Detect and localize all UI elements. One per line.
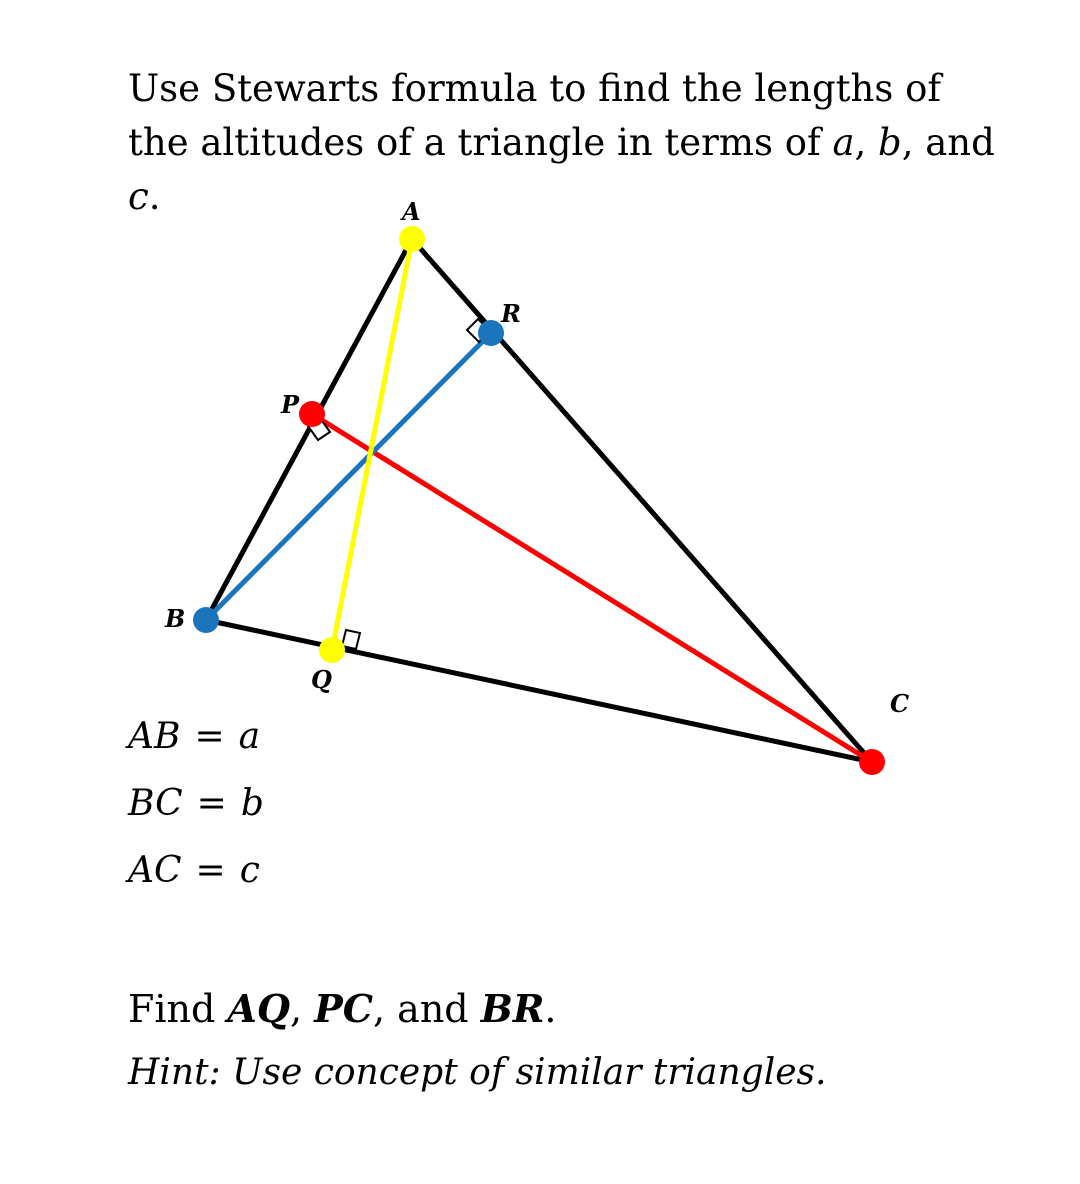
equation-lhs: AB [128, 716, 181, 757]
question-text [128, 986, 557, 1031]
side-ab [206, 239, 412, 620]
label-c: C [890, 689, 910, 718]
right-angle-marker-q [342, 630, 360, 649]
question-separator: , [290, 987, 315, 1031]
side-ac [412, 239, 872, 762]
equals-sign: = [196, 783, 227, 824]
equation-ac [128, 850, 260, 891]
question-separator: , and [373, 987, 481, 1031]
equation-lhs: BC [128, 783, 183, 824]
equals-sign: = [194, 716, 225, 757]
hint-text: Hint: Use concept of similar triangles. [128, 1052, 827, 1093]
segment-aq: AQ [227, 986, 290, 1031]
variable-c: c [128, 175, 149, 218]
variable-a: a [832, 121, 855, 164]
equation-rhs: a [238, 716, 261, 757]
equation-bc [128, 783, 264, 824]
segment-br: BR [480, 986, 545, 1031]
point-b [193, 607, 219, 633]
problem-end: . [148, 175, 161, 218]
label-q: Q [311, 665, 332, 694]
problem-separator: , [854, 121, 879, 164]
equation-rhs: c [239, 850, 260, 891]
segment-pc: PC [314, 986, 373, 1031]
point-c [859, 749, 885, 775]
side-bc [206, 620, 872, 762]
problem-text: Use Stewarts formula to find the lengths of the altitudes of a triangle in terms of [128, 67, 942, 164]
label-r: R [501, 299, 521, 328]
point-q [319, 637, 345, 663]
equation-rhs: b [240, 783, 264, 824]
label-p: P [281, 390, 300, 419]
point-a [399, 226, 425, 252]
altitude-aq [332, 239, 412, 650]
equals-sign: = [195, 850, 226, 891]
point-p [299, 401, 325, 427]
problem-separator: , and [901, 121, 995, 164]
question-end: . [544, 987, 557, 1031]
equation-lhs: AC [128, 850, 182, 891]
equation-ab [128, 716, 260, 757]
question-prefix: Find [128, 987, 228, 1031]
altitude-cp [312, 414, 872, 762]
label-b: B [165, 604, 186, 633]
label-a: A [402, 197, 421, 226]
variable-b: b [878, 121, 902, 164]
